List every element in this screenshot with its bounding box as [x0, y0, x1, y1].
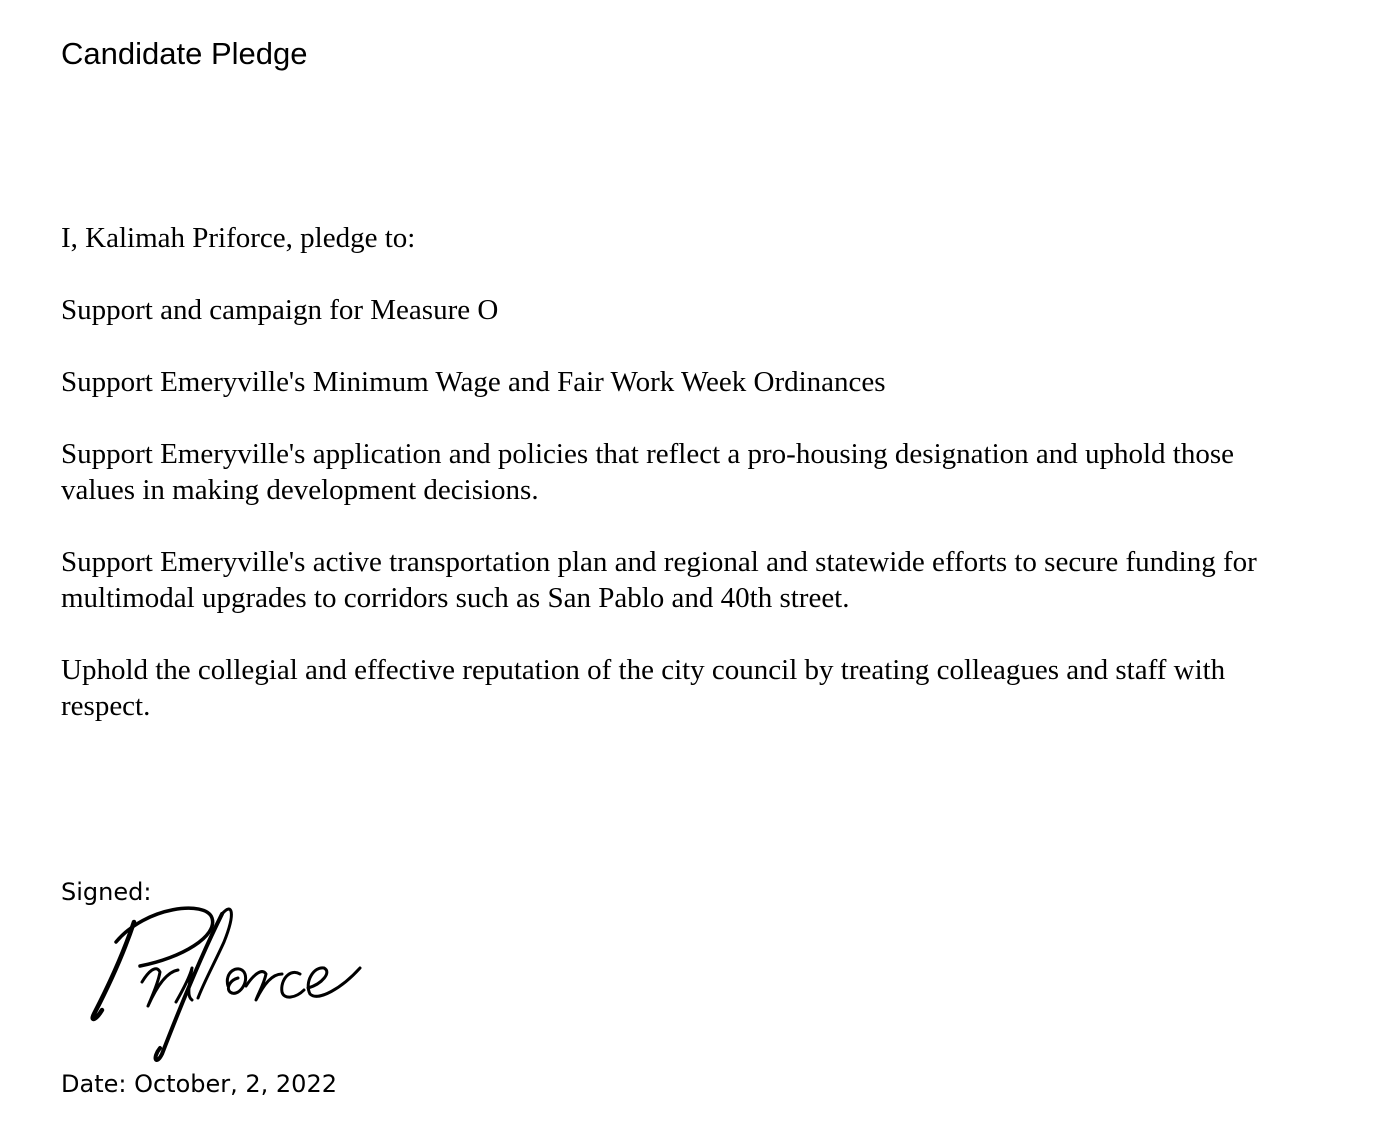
page-title: Candidate Pledge: [61, 36, 308, 71]
pledge-item: Support Emeryville's active transportation plan and regional and statewide efforts to secure funding for multimodal upgrades to corridors such as San Pablo and 40th street.: [61, 546, 1257, 614]
pledge-item: Uphold the collegial and effective reputation of the city council by treating colleagues and staff with respect.: [61, 654, 1226, 722]
signed-label: Signed:: [61, 878, 152, 906]
pledge-item: Support Emeryville's Minimum Wage and Fair Work Week Ordinances: [61, 366, 886, 398]
pledge-body: [61, 220, 1291, 760]
date-line: Date: October, 2, 2022: [61, 1070, 337, 1098]
pledge-item: Support Emeryville's application and policies that reflect a pro-housing designation and uphold those values in making development decisions.: [61, 438, 1235, 506]
signature-image: [86, 902, 376, 1067]
pledge-intro: I, Kalimah Priforce, pledge to:: [61, 222, 416, 254]
pledge-item: Support and campaign for Measure O: [61, 294, 499, 326]
